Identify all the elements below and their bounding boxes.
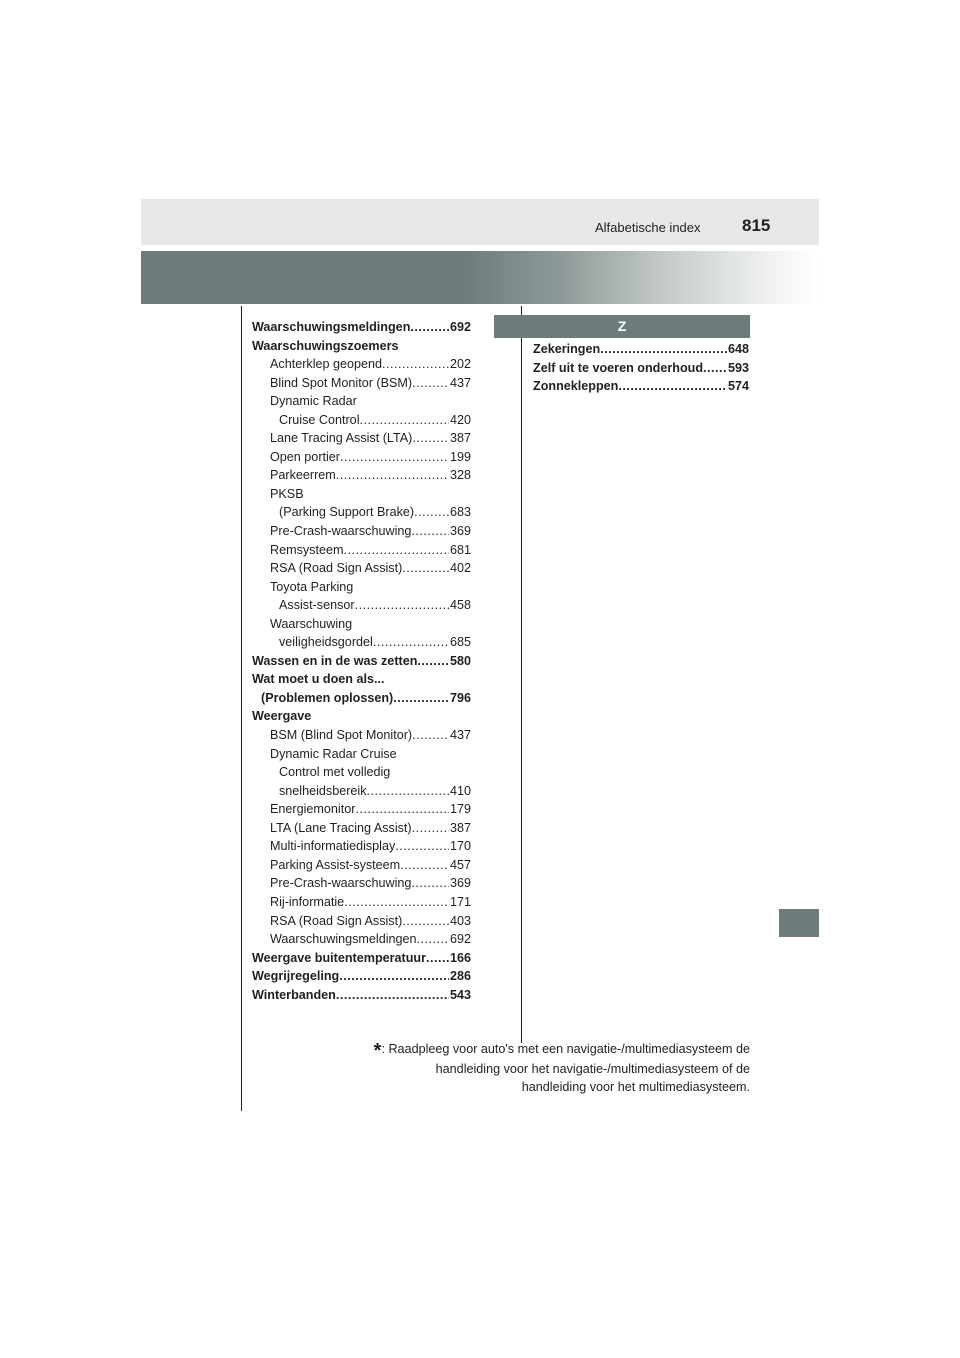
footnote-line-1: : Raadpleeg voor auto's met een navigatie-/multimediasysteem de	[381, 1042, 750, 1056]
footnote-marker: *	[373, 1040, 382, 1062]
index-entry-label: Winterbanden	[252, 987, 336, 1002]
index-entry-page: 458	[449, 598, 471, 613]
dot-leader	[340, 448, 449, 467]
index-entry	[252, 837, 471, 856]
index-entry-page: 179	[449, 802, 471, 817]
index-entry-label: Open portier	[270, 449, 341, 464]
index-entry	[252, 874, 471, 893]
dot-leader	[344, 893, 449, 912]
index-entry-label: Multi-informatiedisplay	[270, 839, 396, 854]
index-entry-label: Blind Spot Monitor (BSM)	[270, 375, 413, 390]
dot-leader	[618, 377, 727, 396]
index-entry-page: 683	[449, 505, 471, 520]
index-entry-label: Parkeerrem	[270, 468, 336, 483]
index-entry	[252, 893, 471, 912]
index-entry	[252, 355, 471, 374]
index-entry	[533, 359, 749, 378]
index-entry-page: 369	[449, 876, 471, 891]
index-entry	[252, 726, 471, 745]
index-entry: Dynamic Radar	[270, 394, 357, 409]
index-entry	[252, 541, 471, 560]
index-entry-label: LTA (Lane Tracing Assist)	[270, 820, 412, 835]
index-entry	[252, 819, 471, 838]
index-entry	[252, 448, 471, 467]
index-entry-label: Wegrijregeling	[252, 969, 340, 984]
index-entry-page: 685	[449, 635, 471, 650]
index-entry-page: 202	[449, 357, 471, 372]
dot-leader	[417, 930, 449, 949]
index-entry	[252, 652, 471, 671]
dot-leader	[373, 633, 449, 652]
index-entry	[252, 930, 471, 949]
index-entry	[252, 596, 471, 615]
index-entry	[252, 912, 471, 931]
index-entry: Weergave	[252, 709, 312, 724]
index-entry-page: 593	[727, 360, 749, 375]
column-divider	[521, 306, 522, 1043]
index-entry-page: 369	[449, 524, 471, 539]
dot-leader	[402, 559, 449, 578]
index-entry: Toyota Parking	[270, 579, 354, 594]
index-entry-label: Wassen en in de was zetten	[252, 653, 418, 668]
index-column-right	[533, 340, 749, 396]
dot-leader	[412, 726, 449, 745]
chapter-thumb-tab	[779, 909, 819, 937]
index-entry-page: 199	[449, 449, 471, 464]
dot-leader	[412, 374, 449, 393]
index-entry	[252, 411, 471, 430]
page-number: 815	[742, 216, 771, 235]
dot-leader	[414, 503, 449, 522]
index-entry-label: Assist-sensor	[279, 598, 355, 613]
dot-leader	[412, 819, 449, 838]
index-entry-page: 796	[449, 690, 471, 705]
index-entry-page: 328	[449, 468, 471, 483]
index-entry: Waarschuwing	[270, 616, 353, 631]
index-entry	[252, 559, 471, 578]
index-entry	[252, 429, 471, 448]
index-entry-label: Weergave buitentemperatuur	[252, 950, 427, 965]
index-entry-label: snelheidsbereik	[279, 783, 367, 798]
dot-leader	[400, 856, 449, 875]
index-entry	[252, 466, 471, 485]
index-entry-page: 580	[449, 653, 471, 668]
dot-leader	[411, 522, 449, 541]
index-entry-label: Energiemonitor	[270, 802, 356, 817]
index-entry-label: Zelf uit te voeren onderhoud	[533, 360, 704, 375]
index-entry-label: (Problemen oplossen)	[261, 690, 394, 705]
index-entry	[252, 318, 471, 337]
index-entry-page: 437	[449, 728, 471, 743]
index-entry-label: RSA (Road Sign Assist)	[270, 913, 403, 928]
index-entry	[252, 986, 471, 1005]
dot-leader	[417, 652, 449, 671]
index-entry	[252, 800, 471, 819]
index-entry-page: 648	[727, 342, 749, 356]
index-entry-page: 166	[449, 950, 471, 965]
footnote-line-2: handleiding voor het navigatie-/multimediasysteem of de	[435, 1062, 750, 1076]
index-entry-label: Remsysteem	[270, 542, 344, 557]
index-entry-label: Pre-Crash-waarschuwing	[270, 876, 412, 891]
section-banner	[141, 251, 819, 304]
index-entry-page: 692	[449, 932, 471, 947]
dot-leader	[600, 340, 727, 359]
index-entry-label: Achterklep geopend	[270, 357, 383, 372]
index-entry-label: RSA (Road Sign Assist)	[270, 561, 403, 576]
dot-leader	[343, 541, 449, 560]
index-entry: Control met volledig	[279, 765, 391, 780]
dot-leader	[336, 986, 449, 1005]
page-title: Alfabetische index	[595, 220, 701, 235]
footnote-line-3: handleiding voor het multimediasysteem.	[521, 1080, 750, 1094]
letter-section-header: Z	[494, 315, 750, 338]
index-entry-page: 437	[449, 375, 471, 390]
index-entry	[533, 377, 749, 396]
index-entry-page: 286	[449, 969, 471, 984]
dot-leader	[410, 318, 449, 337]
dot-leader	[355, 596, 449, 615]
dot-leader	[339, 967, 449, 986]
index-entry	[252, 856, 471, 875]
index-entry-label: Parking Assist-systeem	[270, 857, 401, 872]
index-entry-page: 543	[449, 987, 471, 1002]
index-entry-label: Cruise Control	[279, 412, 360, 427]
index-entry-page: 171	[449, 894, 471, 909]
index-entry-label: veiligheidsgordel	[279, 635, 373, 650]
index-entry	[252, 782, 471, 801]
index-entry	[252, 967, 471, 986]
index-entry-label: Waarschuwingsmeldingen	[270, 932, 417, 947]
index-entry-label: Pre-Crash-waarschuwing	[270, 524, 412, 539]
index-entry	[252, 374, 471, 393]
dot-leader	[412, 429, 449, 448]
index-entry-page: 420	[449, 412, 471, 427]
index-entry-page: 170	[449, 839, 471, 854]
dot-leader	[426, 949, 449, 968]
index-entry-page: 387	[449, 431, 471, 446]
footnote	[330, 1040, 750, 1096]
index-entry	[252, 689, 471, 708]
dot-leader	[393, 689, 449, 708]
index-entry-page: 681	[449, 542, 471, 557]
left-rule-divider	[241, 306, 242, 1111]
index-entry-label: Waarschuwingsmeldingen	[252, 320, 411, 334]
index-entry: PKSB	[270, 486, 304, 501]
index-entry-page: 402	[449, 561, 471, 576]
index-entry: Wat moet u doen als...	[252, 672, 385, 687]
index-entry-page: 410	[449, 783, 471, 798]
index-entry-page: 457	[449, 857, 471, 872]
dot-leader	[382, 355, 449, 374]
dot-leader	[411, 874, 449, 893]
index-entry	[252, 633, 471, 652]
header-bar	[141, 199, 819, 245]
dot-leader	[336, 466, 449, 485]
index-entry-label: Zonnekleppen	[533, 379, 619, 394]
dot-leader	[355, 800, 449, 819]
dot-leader	[395, 837, 449, 856]
index-entry-page: 387	[449, 820, 471, 835]
index-entry: Dynamic Radar Cruise	[270, 746, 397, 761]
index-column-left	[252, 318, 471, 1004]
index-entry-label: (Parking Support Brake)	[279, 505, 415, 520]
index-entry-page: 574	[727, 379, 749, 394]
index-entry-label: Rij-informatie	[270, 894, 345, 909]
index-entry	[252, 949, 471, 968]
dot-leader	[367, 782, 449, 801]
dot-leader	[402, 912, 449, 931]
index-entry-label: BSM (Blind Spot Monitor)	[270, 728, 413, 743]
index-entry	[533, 340, 749, 359]
index-entry-page: 403	[449, 913, 471, 928]
index-entry	[252, 503, 471, 522]
dot-leader	[703, 359, 727, 378]
dot-leader	[360, 411, 449, 430]
index-entry-page: 692	[449, 320, 471, 334]
index-entry-label: Lane Tracing Assist (LTA)	[270, 431, 413, 446]
index-entry: Waarschuwingszoemers	[252, 338, 399, 353]
index-entry	[252, 522, 471, 541]
index-entry-label: Zekeringen	[533, 342, 601, 356]
